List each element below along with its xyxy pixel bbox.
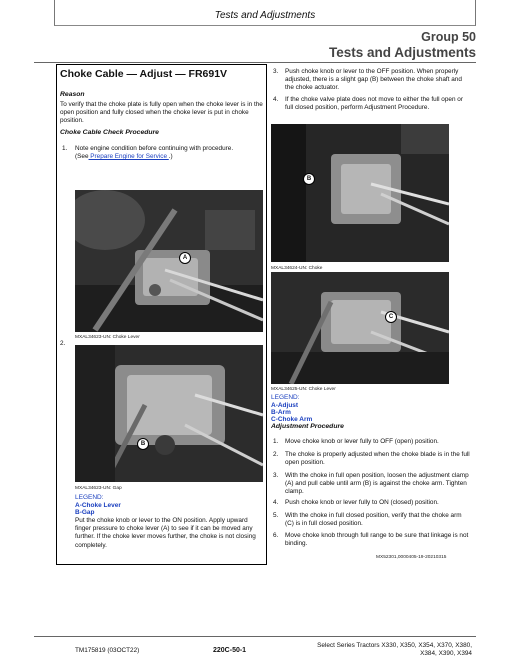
adj-step-2-number: 2.	[273, 451, 279, 458]
adjustment-heading: Adjustment Procedure	[271, 423, 344, 430]
callout-c: C	[385, 311, 397, 323]
legend-item-arm: B-Arm	[271, 409, 291, 416]
running-header	[54, 0, 476, 26]
choke-lever-photo	[75, 190, 263, 332]
step-1-pre: (See	[75, 153, 89, 160]
legend-item-choke-arm: C-Choke Arm	[271, 416, 313, 423]
photo-4-caption: MXAL34625-UN: Choke Lever	[271, 387, 336, 392]
adj-step-5-text: With the choke in full closed position, verify that the choke arm (C) is in full closed position.	[285, 512, 462, 528]
procedure-title: Choke Cable — Adjust — FR691V	[60, 68, 228, 80]
adj-step-3-text: With the choke in full open position, loosen the adjustment clamp (A) and pull cable until arm (B) is against the choke arm. Tighten clamp.	[285, 472, 469, 496]
adj-step-1-number: 1.	[273, 438, 279, 445]
footer-rule	[34, 636, 476, 637]
footer-models-line-1: Select Series Tractors X330, X350, X354, X370, X380,	[317, 642, 472, 649]
gap-photo	[75, 345, 263, 482]
callout-a: A	[179, 252, 191, 264]
choke-arm-photo	[271, 272, 449, 384]
footer-models-line-2: X384, X390, X394	[420, 650, 472, 657]
reason-heading: Reason	[60, 91, 85, 98]
step-3-text: Push choke knob or lever to the OFF position. When properly adjusted, there is a slight gap (B) between the choke shaft and the choke actuator.	[285, 68, 462, 92]
adj-step-2-text: The choke is properly adjusted when the choke blade is in the full open position.	[285, 451, 470, 467]
legend-item-b: B-Gap	[75, 509, 95, 516]
reference-code: MX52301,0000405-19-20210315	[376, 555, 447, 560]
check-procedure-heading: Choke Cable Check Procedure	[60, 129, 159, 136]
callout-b-right: B	[303, 173, 315, 185]
step-3-number: 3.	[273, 68, 279, 75]
adj-step-4-number: 4.	[273, 499, 279, 506]
adj-step-6-number: 6.	[273, 532, 279, 539]
reason-text: To verify that the choke plate is fully open when the choke lever is in the open position and fully closed when the choke lever is put in choke position.	[60, 101, 263, 125]
running-title: Tests and Adjustments	[214, 10, 316, 21]
step-2-number: 2.	[60, 340, 66, 347]
choke-photo	[271, 124, 449, 262]
left-legend-heading: LEGEND:	[75, 494, 104, 501]
step-1-number: 1.	[62, 145, 68, 152]
prepare-engine-link[interactable]: Prepare Engine for Service	[88, 153, 169, 160]
right-legend-heading: LEGEND:	[271, 394, 300, 401]
legend-item-adjust: A-Adjust	[271, 402, 299, 409]
step-1-reference	[75, 153, 263, 161]
adj-step-1-text: Move choke knob or lever fully to OFF (open) position.	[285, 438, 439, 445]
header-rule	[34, 62, 476, 63]
adj-step-4-text: Push choke knob or lever fully to ON (closed) position.	[285, 499, 439, 506]
legend-item-a: A-Choke Lever	[75, 502, 121, 509]
step-2-text: Put the choke knob or lever to the ON position. Apply upward finger pressure to choke lever (A) to see if it can be moved any further. If the choke lever moves further, the choke is not closing completely.	[75, 517, 256, 549]
callout-b: B	[137, 438, 149, 450]
photo-2-caption: MXAL34623-UN: Gap	[75, 486, 122, 491]
adj-step-6-text: Move choke knob through full range to be sure that linkage is not binding.	[285, 532, 469, 548]
step-4-text: If the choke valve plate does not move to either the full open or full closed position, perform Adjustment Procedure.	[285, 96, 463, 112]
section-title: Tests and Adjustments	[328, 45, 476, 60]
photo-3-caption: MXAL34624-UN: Choke	[271, 266, 323, 271]
adj-step-5-number: 5.	[273, 512, 279, 519]
footer-page-number: 220C-50-1	[213, 647, 247, 654]
adj-step-3-number: 3.	[273, 472, 279, 479]
footer-doc-id: TM175819 (03OCT22)	[75, 647, 140, 654]
step-1-post: .)	[168, 153, 173, 160]
photo-1-caption: MXAL34623-UN: Choke Lever	[75, 335, 140, 340]
group-label: Group 50	[421, 30, 476, 44]
step-1-text: Note engine condition before continuing with procedure.	[75, 145, 234, 152]
step-4-number: 4.	[273, 96, 279, 103]
